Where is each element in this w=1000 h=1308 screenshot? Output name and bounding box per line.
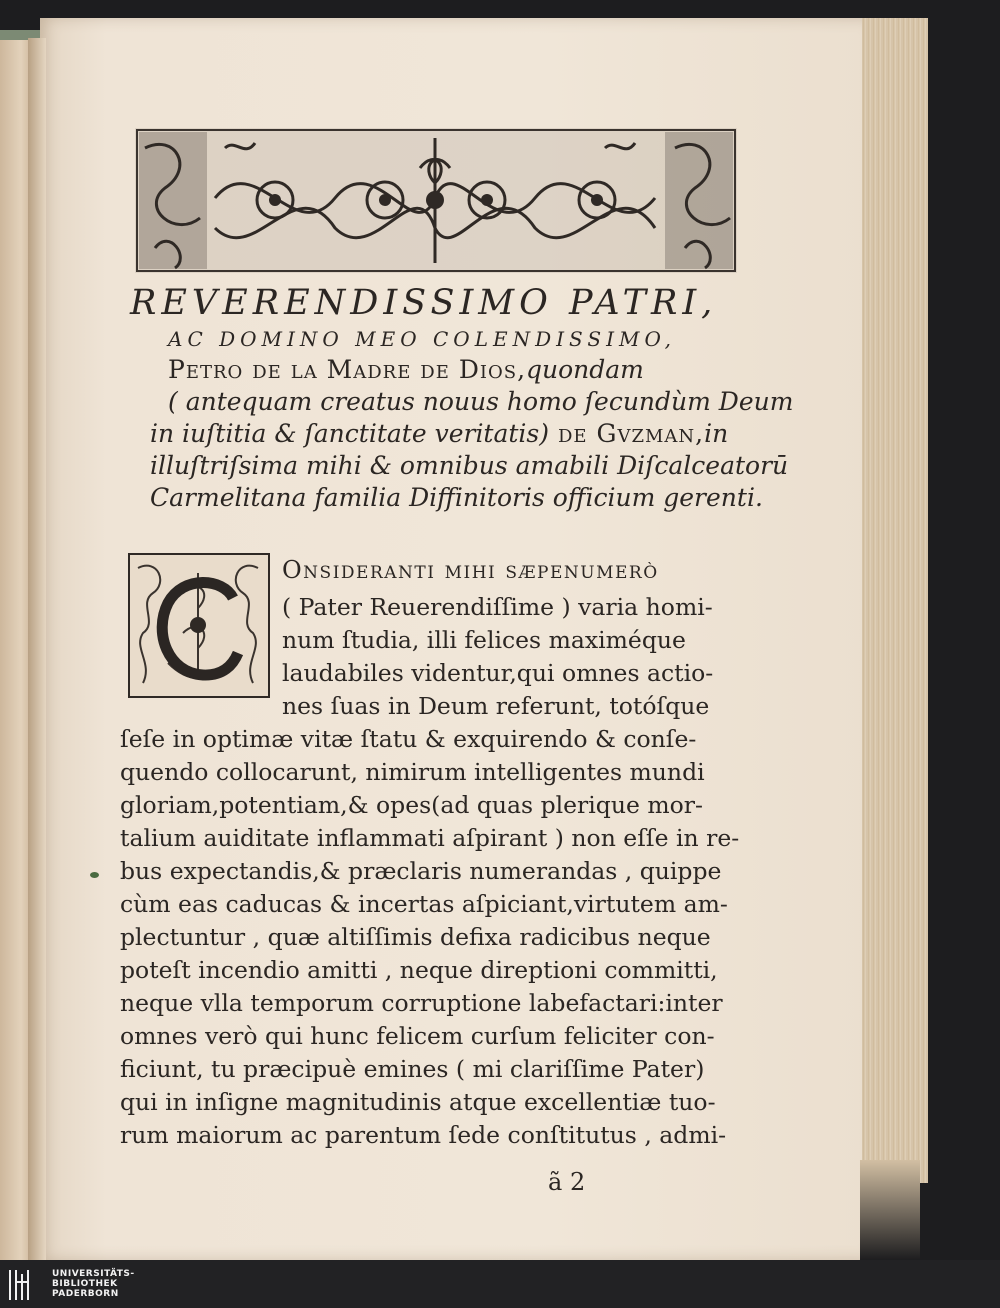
dedication-line-2: AC DOMINO MEO COLENDISSIMO, [168, 327, 677, 351]
body-line-3: num ſtudia, illi felices maximéque [282, 626, 686, 654]
logo-line-2: BIBLIOTHEK [52, 1279, 118, 1289]
dedication-line-5a: in iuſtitia & ſanctitate veritatis) [150, 419, 550, 448]
body-line-18: rum maiorum ac parentum ſede conſtitutus , admi- [120, 1121, 727, 1149]
dedication-line-5b: de Gvzman, [549, 419, 705, 448]
dedication-line-6: illuſtriſsima mihi & omnibus amabili Diſcalceatorū [150, 451, 789, 480]
body-line-1: Onsideranti mihi ſæpenumerò [282, 556, 659, 584]
library-logo-icon [7, 1268, 33, 1302]
library-footer [0, 1260, 1000, 1308]
body-line-12: plectuntur , quæ altiſſimis defixa radicibus neque [120, 923, 711, 951]
page-edges [862, 18, 928, 1183]
decorated-initial-c [128, 553, 270, 698]
dedication-line-7: Carmelitana familia Diffinitoris officium gerenti. [150, 483, 763, 512]
signature-mark: ã 2 [548, 1168, 586, 1196]
body-line-6: ſeſe in optimæ vitæ ſtatu & exquirendo & conſe- [120, 725, 697, 753]
body-line-11: cùm eas caducas & incertas aſpiciant,virtutem am- [120, 890, 728, 918]
dedication-line-3 [168, 355, 644, 384]
dedication-line-3b: quondam [526, 355, 644, 384]
dedication-line-1: REVERENDISSIMO PATRI, [130, 283, 718, 323]
ornamental-headpiece [135, 128, 737, 273]
body-line-7: quendo collocarunt, nimirum intelligentes mundi [120, 758, 705, 786]
body-line-17: qui in inſigne magnitudinis atque excellentiæ tuo- [120, 1088, 716, 1116]
body-line-10: bus expectandis,& præclaris numerandas , quippe [120, 857, 722, 885]
body-line-15: omnes verò qui hunc felicem curſum feliciter con- [120, 1022, 715, 1050]
logo-line-1: UNIVERSITÄTS- [52, 1269, 135, 1279]
page-edges-bottom [860, 1160, 920, 1260]
body-line-4: laudabiles videntur,qui omnes actio- [282, 659, 714, 687]
dedication-line-5 [150, 419, 728, 448]
library-logo-text [52, 1269, 135, 1299]
body-line-14: neque vlla temporum corruptione labefactari:inter [120, 989, 723, 1017]
margin-mark [90, 872, 99, 878]
body-line-16: ficiunt, tu præcipuè emines ( mi clariſſime Pater) [120, 1055, 705, 1083]
body-line-9: talium auiditate inflammati aſpirant ) non eſſe in re- [120, 824, 740, 852]
body-line-2: ( Pater Reuerendiſſime ) varia homi- [282, 593, 713, 621]
page-gutter [28, 38, 46, 1260]
body-line-5: nes ſuas in Deum referunt, totóſque [282, 692, 710, 720]
dedication-line-5c: in [704, 419, 729, 448]
dedication-line-4: ( antequam creatus nouus homo ſecundùm Deum [168, 387, 794, 416]
body-line-13: poteſt incendio amitti , neque direptioni committi, [120, 956, 718, 984]
body-line-8: gloriam,potentiam,& opes(ad quas plerique mor- [120, 791, 703, 819]
logo-line-3: PADERBORN [52, 1289, 119, 1299]
dedication-line-3a: Petro de la Madre de Dios, [168, 355, 527, 384]
